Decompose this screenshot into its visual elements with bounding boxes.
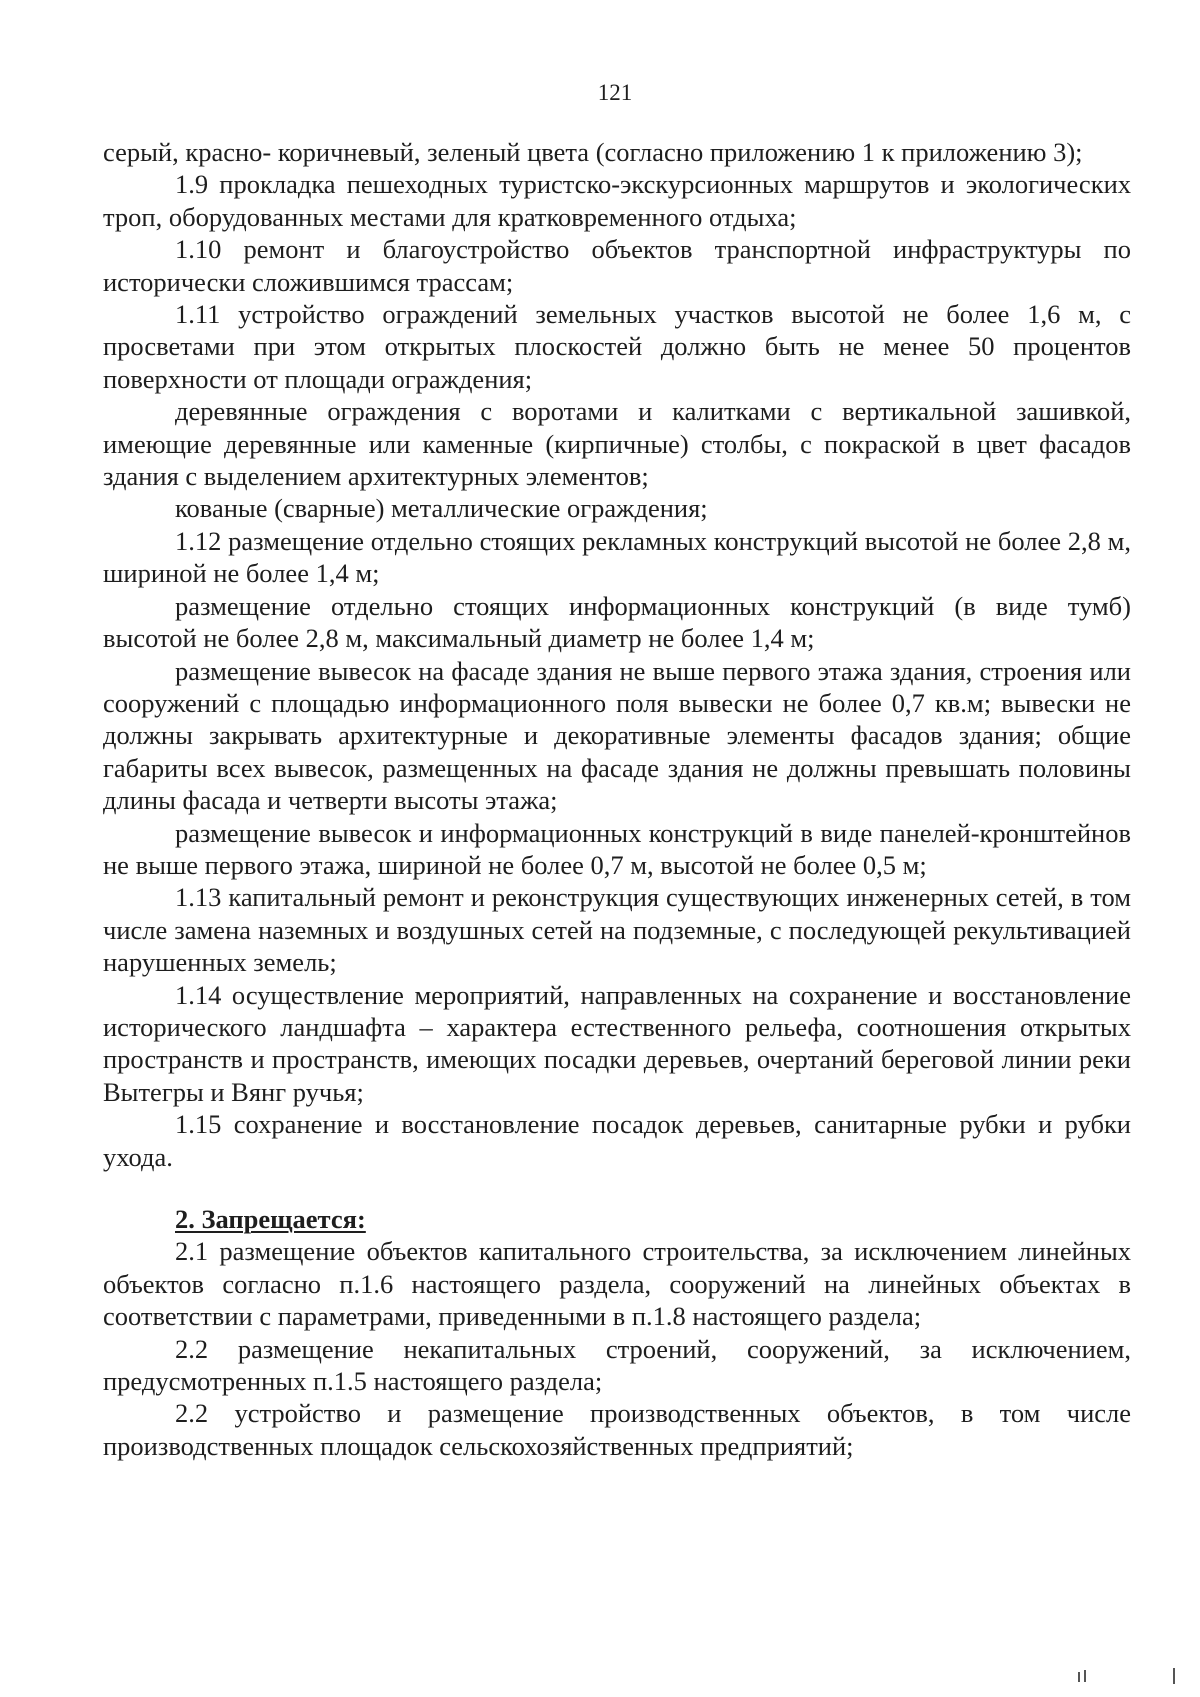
paragraph: размещение отдельно стоящих информационных конструкций (в виде тумб) высотой не более 2,8 м, максимальный диаметр не более 1,4 м;: [103, 590, 1131, 654]
paragraph: 1.9 прокладка пешеходных туристско-экскурсионных маршрутов и экологических троп, оборудованных местами для кратковременного отдыха;: [103, 169, 1131, 232]
section-heading-text: 2. Запрещается:: [175, 1204, 366, 1234]
paragraph: серый, красно- коричневый, зеленый цвета (согласно приложению 1 к приложению 3);: [103, 137, 1083, 167]
prohibition-item: 2.1 размещение объектов капитального строительства, за исключением линейных объектов согласно п.1.6 настоящего раздела, сооружений на линейных объектах в соответствии с параметрами, приведенными в п.1.8 настоящего раздела;: [103, 1236, 1131, 1332]
prohibition-item: 2.2 устройство и размещение производственных объектов, в том числе производственных площадок сельскохозяйственных предприятий;: [103, 1398, 1131, 1461]
paragraph: 1.15 сохранение и восстановление посадок деревьев, санитарные рубки и рубки ухода.: [103, 1109, 1131, 1172]
paragraph: 1.12 размещение отдельно стоящих рекламных конструкций высотой не более 2,8 м, шириной не более 1,4 м;: [103, 525, 1131, 589]
section-heading: [103, 1203, 1131, 1235]
paragraph: размещение вывесок на фасаде здания не выше первого этажа здания, строения или сооружений с площадью информационного поля вывески не более 0,7 кв.м; вывески не должны закрывать архитектурные и декоративные элементы фасадов здания; общие габариты всех вывесок, размещенных на фасаде здания не должны превышать половины длины фасада и четверти высоты этажа;: [103, 655, 1131, 816]
page-number: 121: [597, 80, 633, 105]
paragraph: 1.11 устройство ограждений земельных участков высотой не более 1,6 м, с просветами при этом открытых плоскостей должно быть не менее 50 процентов поверхности от площади ограждения;: [103, 299, 1131, 394]
paragraph: деревянные ограждения с воротами и калитками с вертикальной зашивкой, имеющие деревянные или каменные (кирпичные) столбы, с покраской в цвет фасадов здания с выделением архитектурных элементов;: [103, 396, 1131, 492]
paragraph: 1.10 ремонт и благоустройство объектов транспортной инфраструктуры по исторически сложившимся трассам;: [103, 234, 1131, 297]
paragraph: кованые (сварные) металлические ограждения;: [175, 493, 708, 524]
scan-mark: [1173, 1668, 1175, 1684]
scan-mark: [1078, 1672, 1080, 1682]
paragraph: 1.14 осуществление мероприятий, направленных на сохранение и восстановление исторического ландшафта – характера естественного рельефа, соотношения открытых пространств и пространств, имеющих посадки деревьев, очертаний береговой линии реки Вытегры и Вянг ручья;: [103, 979, 1131, 1107]
prohibition-item: 2.2 размещение некапитальных строений, сооружений, за исключением, предусмотренных п.1.5 настоящего раздела;: [103, 1333, 1131, 1397]
paragraph: размещение вывесок и информационных конструкций в виде панелей-кронштейнов не выше первого этажа, шириной не более 0,7 м, высотой не более 0,5 м;: [103, 817, 1131, 880]
scan-mark: [1084, 1670, 1086, 1682]
document-body: [103, 136, 1131, 1462]
paragraph: 1.13 капитальный ремонт и реконструкция существующих инженерных сетей, в том числе замена наземных и воздушных сетей на подземные, с последующей рекультивацией нарушенных земель;: [103, 882, 1131, 978]
